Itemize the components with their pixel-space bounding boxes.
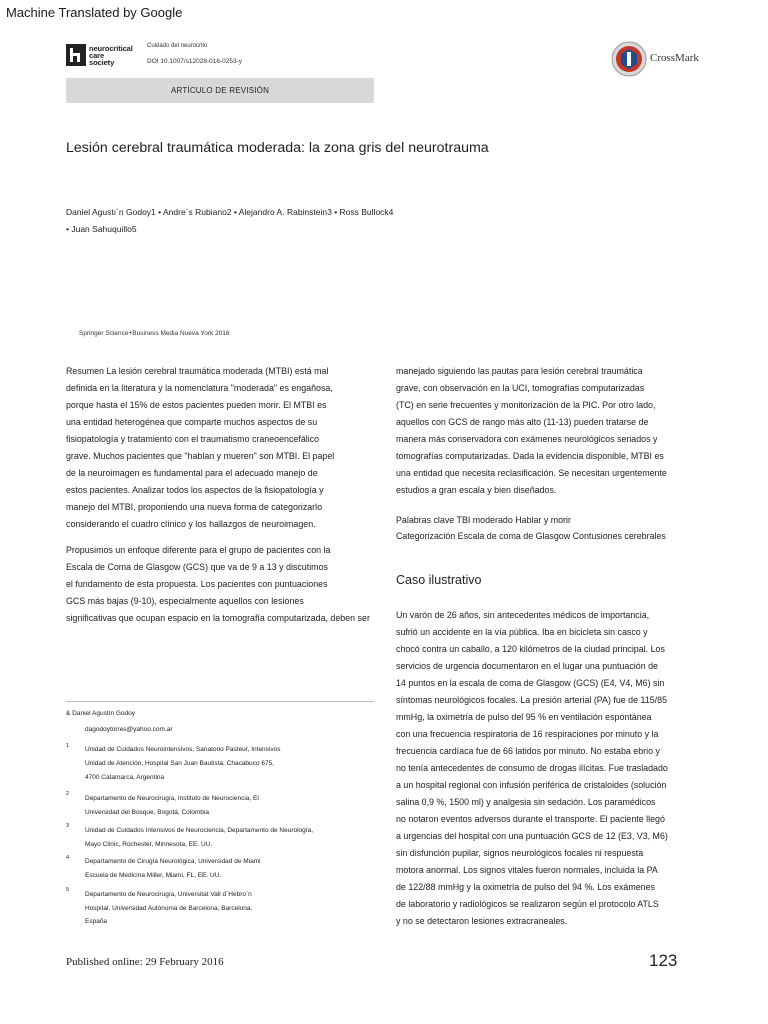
case-line: y no se detectaron lesiones extracraneales. <box>396 916 568 926</box>
corresponding-author: & Daniel Agustín Godoy <box>66 710 136 717</box>
case-line: a un hospital regional con infusión periférica de cristaloides (solución <box>396 780 667 790</box>
affiliation-line: Mayo Clinic, Rochester, Minnesota, EE. UU. <box>85 841 213 848</box>
section-heading: Caso ilustrativo <box>396 573 482 587</box>
case-line: sufrió un accidente en la vía pública. Iba en bicicleta sin casco y <box>396 627 648 637</box>
abstract-line: definida en la literatura y la nomenclatura "moderada" es engañosa, <box>66 383 333 393</box>
crossmark-icon <box>611 41 647 77</box>
case-line: 14 puntos en la escala de coma de Glasgow (GCS) (E4, V4, M6) sin <box>396 678 665 688</box>
abstract-line: de la neuroimagen es fundamental para el adecuado manejo de <box>66 468 318 478</box>
footnote-divider <box>66 701 374 702</box>
case-line: de laboratorio y radiológicos se realizaron según el protocolo ATLS <box>396 899 659 909</box>
abstract-line: manera más conservadora con exámenes neurológicos seriados y <box>396 434 658 444</box>
abstract-line: aquellos con GCS de rango más alto (11-13) pueden tratarse de <box>396 417 649 427</box>
affiliation-line: Universidad del Bosque, Bogotá, Colombia <box>85 809 209 816</box>
keywords-line: Categorización Escala de coma de Glasgow Contusiones cerebrales <box>396 531 666 541</box>
abstract-line: una entidad heterogénea que comparte muchos aspectos de su <box>66 417 318 427</box>
affiliation-line: Unidad de Atención, Hospital San Juan Bautista, Chacabuco 675, <box>85 760 274 767</box>
affiliation-number: 1 <box>66 743 70 749</box>
article-type: ARTÍCULO DE REVISIÓN <box>170 86 270 95</box>
affiliation-line: Escuela de Medicina Miller, Miami, FL, EE. UU. <box>85 872 222 879</box>
abstract-line: manejado siguiendo las pautas para lesión cerebral traumática <box>396 366 643 376</box>
journal-name: Cuidado del neurocrito <box>147 43 208 49</box>
crossmark-badge[interactable] <box>611 39 721 79</box>
case-line: síntomas neurológicos focales. La presión arterial (PA) fue de 115/85 <box>396 695 668 705</box>
affiliation-number: 5 <box>66 887 70 893</box>
logo-text-line: neurocritical <box>89 44 133 53</box>
case-line: mmHg, la oximetría de pulso del 95 % en ventilación espontánea <box>396 712 652 722</box>
affiliation-line: España <box>85 918 108 925</box>
logo-text-line: society <box>89 58 115 67</box>
abstract-line: significativas que ocupan espacio en la tomografía computarizada, deben ser <box>66 613 370 623</box>
abstract-line: estos pacientes. Analizar todos los aspectos de la fisiopatología y <box>66 485 324 495</box>
case-line: no notaron eventos adversos durante el transporte. El paciente llegó <box>396 814 665 824</box>
case-line: frecuencia cardíaca fue de 66 latidos por minuto. No estaba ebrio y <box>396 746 660 756</box>
affiliation-number: 2 <box>66 791 70 797</box>
case-line: con una frecuencia respiratoria de 16 respiraciones por minuto y la <box>396 729 659 739</box>
abstract-line: porque hasta el 15% de estos pacientes pueden morir. El MTBI es <box>66 400 327 410</box>
affiliation-number: 4 <box>66 855 70 861</box>
affiliation-line: Departamento de Cirugía Neurológica, Universidad de Miami <box>85 858 261 865</box>
machine-translated-banner: Machine Translated by Google <box>6 5 183 20</box>
article-title: Lesión cerebral traumática moderada: la zona gris del neurotrauma <box>66 140 489 156</box>
society-logo-icon <box>66 44 86 66</box>
affiliation-line: Departamento de Neurocirugía, Instituto de Neurociencia, El <box>85 795 259 802</box>
abstract-line: grave. Muchos pacientes que "hablan y mueren" son MTBI. El papel <box>66 451 335 461</box>
copyright-notice: Springer Science+Business Media Nueva York 2016 <box>79 330 230 337</box>
page-number: 123 <box>649 951 678 970</box>
society-logo <box>66 44 146 70</box>
abstract-line: considerando el cuadro clínico y los hallazgos de neuroimagen. <box>66 519 316 529</box>
doi[interactable]: DOI 10.1007/s12028-016-0253-y <box>147 58 243 65</box>
case-line: sin disfunción pupilar, signos neurológicos focales ni respuesta <box>396 848 644 858</box>
abstract-line: estudios a gran escala y bien diseñados. <box>396 485 557 495</box>
abstract-line: manejo del MTBI, proponiendo una nueva forma de categorizarlo <box>66 502 323 512</box>
abstract-line: GCS más bajas (9-10), especialmente aquellos con lesiones <box>66 596 304 606</box>
affiliation-number: 3 <box>66 823 70 829</box>
case-line: motora anormal. Los signos vitales fueron normales, incluida la PA <box>396 865 658 875</box>
affiliation-line: Hospital, Universidad Autónoma de Barcelona, Barcelona, <box>85 905 253 912</box>
affiliation-line: Departamento de Neurocirugía, Universitat Vall d´Hebro´n <box>85 891 252 898</box>
keywords-line: Palabras clave TBI moderado Hablar y morir <box>396 515 571 525</box>
abstract-line: Resumen La lesión cerebral traumática moderada (MTBI) está mal <box>66 366 329 376</box>
abstract-line: grave, con observación en la UCI, tomografías computarizadas <box>396 383 645 393</box>
case-line: Un varón de 26 años, sin antecedentes médicos de importancia, <box>396 610 650 620</box>
authors-line: Daniel Agustı´n Godoy1 • Andre´s Rubiano2 • Alejandro A. Rabinstein3 • Ross Bullock4 <box>66 207 394 217</box>
case-line: de 122/88 mmHg y la oximetría de pulso del 94 %. Los exámenes <box>396 882 655 892</box>
affiliation-line: Unidad de Cuidados Intensivos de Neurociencia, Departamento de Neurología, <box>85 827 314 834</box>
case-line: servicios de urgencia documentaron en el lugar una puntuación de <box>396 661 658 671</box>
abstract-line: fisiopatología y tratamiento con el traumatismo craneoencefálico <box>66 434 320 444</box>
abstract-line: tomografías computarizadas. Dada la evidencia disponible, MTBI es <box>396 451 664 461</box>
abstract-line: una entidad que necesita reclasificación. Se necesitan urgentemente <box>396 468 667 478</box>
affiliation-line: 4700 Catamarca, Argentina <box>85 774 165 781</box>
abstract-line: Escala de Coma de Glasgow (GCS) que va de 9 a 13 y discutimos <box>66 562 328 572</box>
abstract-line: el fundamento de esta propuesta. Los pacientes con puntuaciones <box>66 579 328 589</box>
logo-text-line: care <box>89 51 105 60</box>
authors-line: • Juan Sahuquillo5 <box>66 224 137 234</box>
article-type-bar <box>66 78 374 103</box>
author-email[interactable]: dagodoytorres@yahoo.com.ar <box>85 726 173 733</box>
case-line: no tenía antecedentes de consumo de drogas ilícitas. Fue trasladado <box>396 763 668 773</box>
case-line: salina 0,9 %, 1500 ml) y analgesia sin sedación. Los paramédicos <box>396 797 656 807</box>
abstract-line: (TC) en serie frecuentes y monitorización de la PIC. Por otro lado, <box>396 400 656 410</box>
case-line: chocó contra un caballo, a 120 kilómetros de la ciudad principal. Los <box>396 644 665 654</box>
published-online: Published online: 29 February 2016 <box>66 956 224 968</box>
affiliation-line: Unidad de Cuidados Neurointensivos, Sanatorio Pasteur, Intensivos <box>85 746 281 753</box>
case-line: a urgencias del hospital con una puntuación GCS de 12 (E3, V3, M6) <box>396 831 668 841</box>
abstract-line: Propusimos un enfoque diferente para el grupo de pacientes con la <box>66 545 331 555</box>
crossmark-label: CrossMark <box>650 52 699 64</box>
